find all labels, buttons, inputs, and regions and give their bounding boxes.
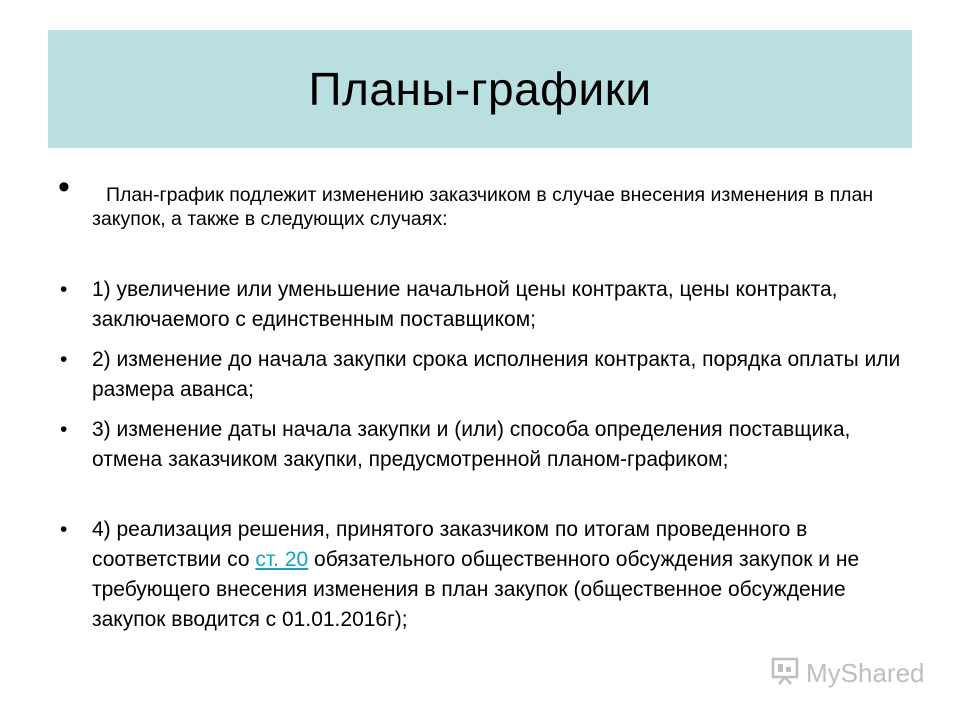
presentation-board-icon (770, 656, 800, 691)
list-item-text: 1) увеличение или уменьшение начальной цены контракта, цены контракта, заключаемого с единственным поставщиком; (92, 278, 838, 331)
bullet: • (60, 278, 68, 301)
bullet: • (60, 348, 68, 371)
list-item-text: 3) изменение даты начала закупки и (или) способа определения поставщика, отмена заказчиком закупки, предусмотренной планом-графиком; (92, 418, 851, 471)
intro-text: План-график подлежит изменению заказчиком в случае внесения изменения в план закупок, а также в следующих случаях: (92, 184, 874, 230)
list-item-text-after: обязательного общественного обсуждения закупок и не требующего внесения изменения в план закупок (общественное обсуждение закупок вводится с 01.01.2016г); (92, 548, 860, 631)
bullet: • (60, 518, 68, 541)
bullet: • (58, 168, 70, 206)
law-article-link[interactable]: ст. 20 (255, 548, 309, 571)
list-item (60, 275, 912, 335)
bullet: • (60, 418, 68, 441)
watermark-text: MyShared (806, 657, 925, 688)
intro-item (58, 168, 912, 231)
list-item (60, 415, 912, 475)
list-item-text: 2) изменение до начала закупки срока исполнения контракта, порядка оплаты или размера аванса; (92, 348, 901, 401)
list-item-text-before: 4) реализация решения, принятого заказчиком по итогам проведенного в соответствии со (92, 518, 808, 571)
page-title: Планы-графики (308, 63, 652, 115)
watermark-logo (770, 656, 925, 690)
list-item (60, 345, 912, 405)
list-item (60, 515, 912, 635)
